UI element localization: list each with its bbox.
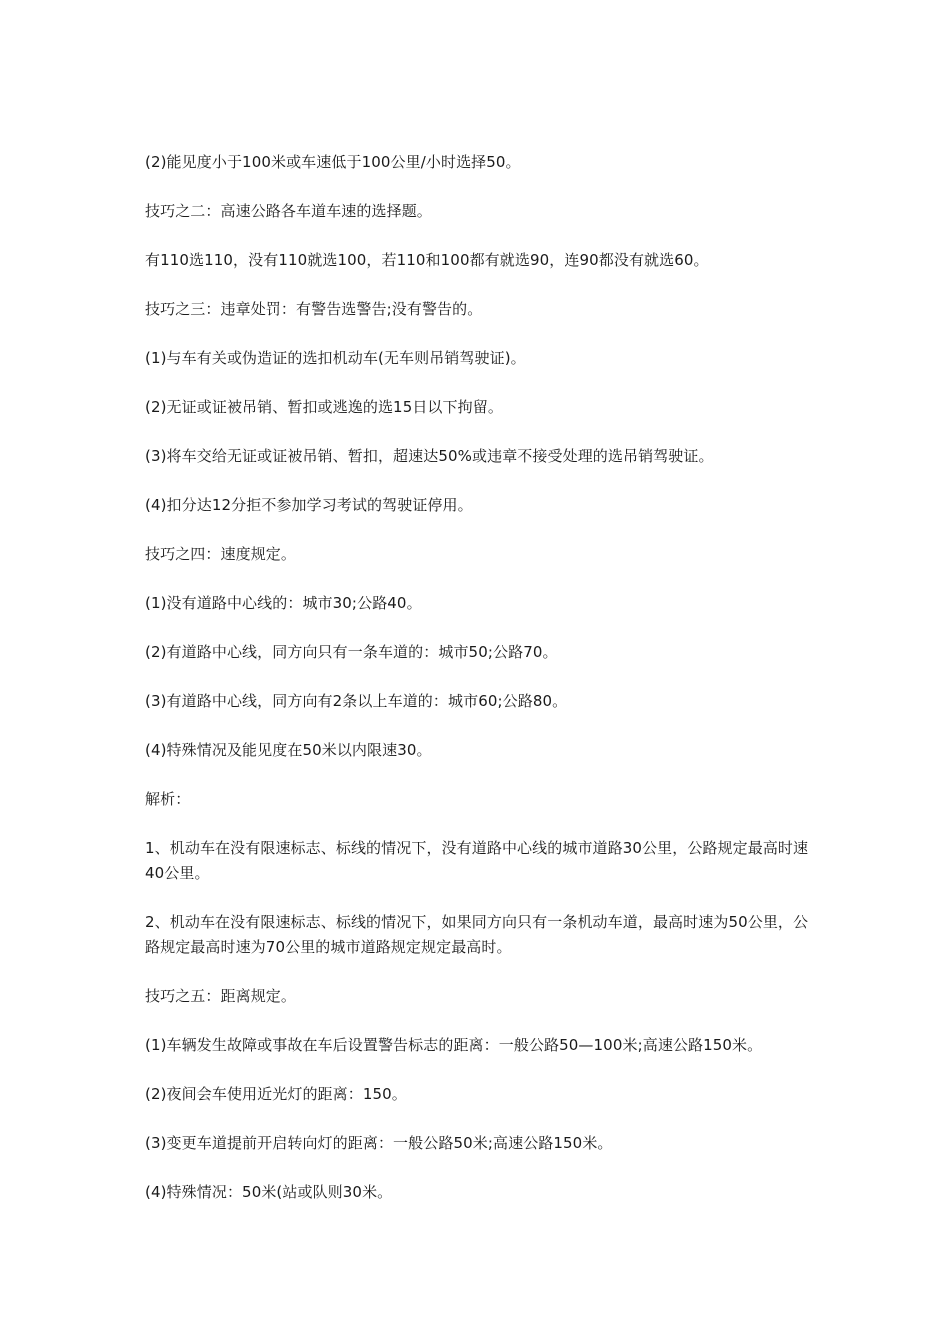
list-item: (1)没有道路中心线的：城市30;公路40。	[145, 594, 422, 612]
list-item: (1)与车有关或伪造证的选扣机动车(无车则吊销驾驶证)。	[145, 349, 526, 367]
list-item: (4)特殊情况及能见度在50米以内限速30。	[145, 741, 432, 759]
section-heading: 技巧之二：高速公路各车道车速的选择题。	[145, 202, 432, 220]
list-item: (2)有道路中心线，同方向只有一条车道的：城市50;公路70。	[145, 643, 558, 661]
paragraph: (2)能见度小于100米或车速低于100公里/小时选择50。	[145, 153, 521, 171]
list-item: (3)将车交给无证或证被吊销、暂扣，超速达50%或违章不接受处理的选吊销驾驶证。	[145, 447, 714, 465]
section-heading: 技巧之五：距离规定。	[145, 987, 297, 1005]
section-heading: 技巧之三：违章处罚：有警告选警告;没有警告的。	[145, 300, 483, 318]
list-item: (4)特殊情况：50米(站或队则30米。	[145, 1183, 393, 1201]
list-item: (3)有道路中心线，同方向有2条以上车道的：城市60;公路80。	[145, 692, 568, 710]
list-item: (1)车辆发生故障或事故在车后设置警告标志的距离：一般公路50—100米;高速公路150米。	[145, 1036, 763, 1054]
document-body	[145, 150, 815, 1229]
paragraph: 有110选110，没有110就选100，若110和100都有就选90，连90都没有就选60。	[145, 251, 709, 269]
list-item: (4)扣分达12分拒不参加学习考试的驾驶证停用。	[145, 496, 473, 514]
list-item: 1、机动车在没有限速标志、标线的情况下，没有道路中心线的城市道路30公里，公路规定最高时速40公里。	[145, 839, 809, 882]
section-heading: 技巧之四：速度规定。	[145, 545, 297, 563]
list-item: (2)无证或证被吊销、暂扣或逃逸的选15日以下拘留。	[145, 398, 503, 416]
list-item: (3)变更车道提前开启转向灯的距离：一般公路50米;高速公路150米。	[145, 1134, 613, 1152]
section-heading: 解析：	[145, 790, 191, 808]
list-item: (2)夜间会车使用近光灯的距离：150。	[145, 1085, 407, 1103]
list-item: 2、机动车在没有限速标志、标线的情况下，如果同方向只有一条机动车道，最高时速为50公里，公路规定最高时速为70公里的城市道路规定规定最高时。	[145, 913, 809, 956]
